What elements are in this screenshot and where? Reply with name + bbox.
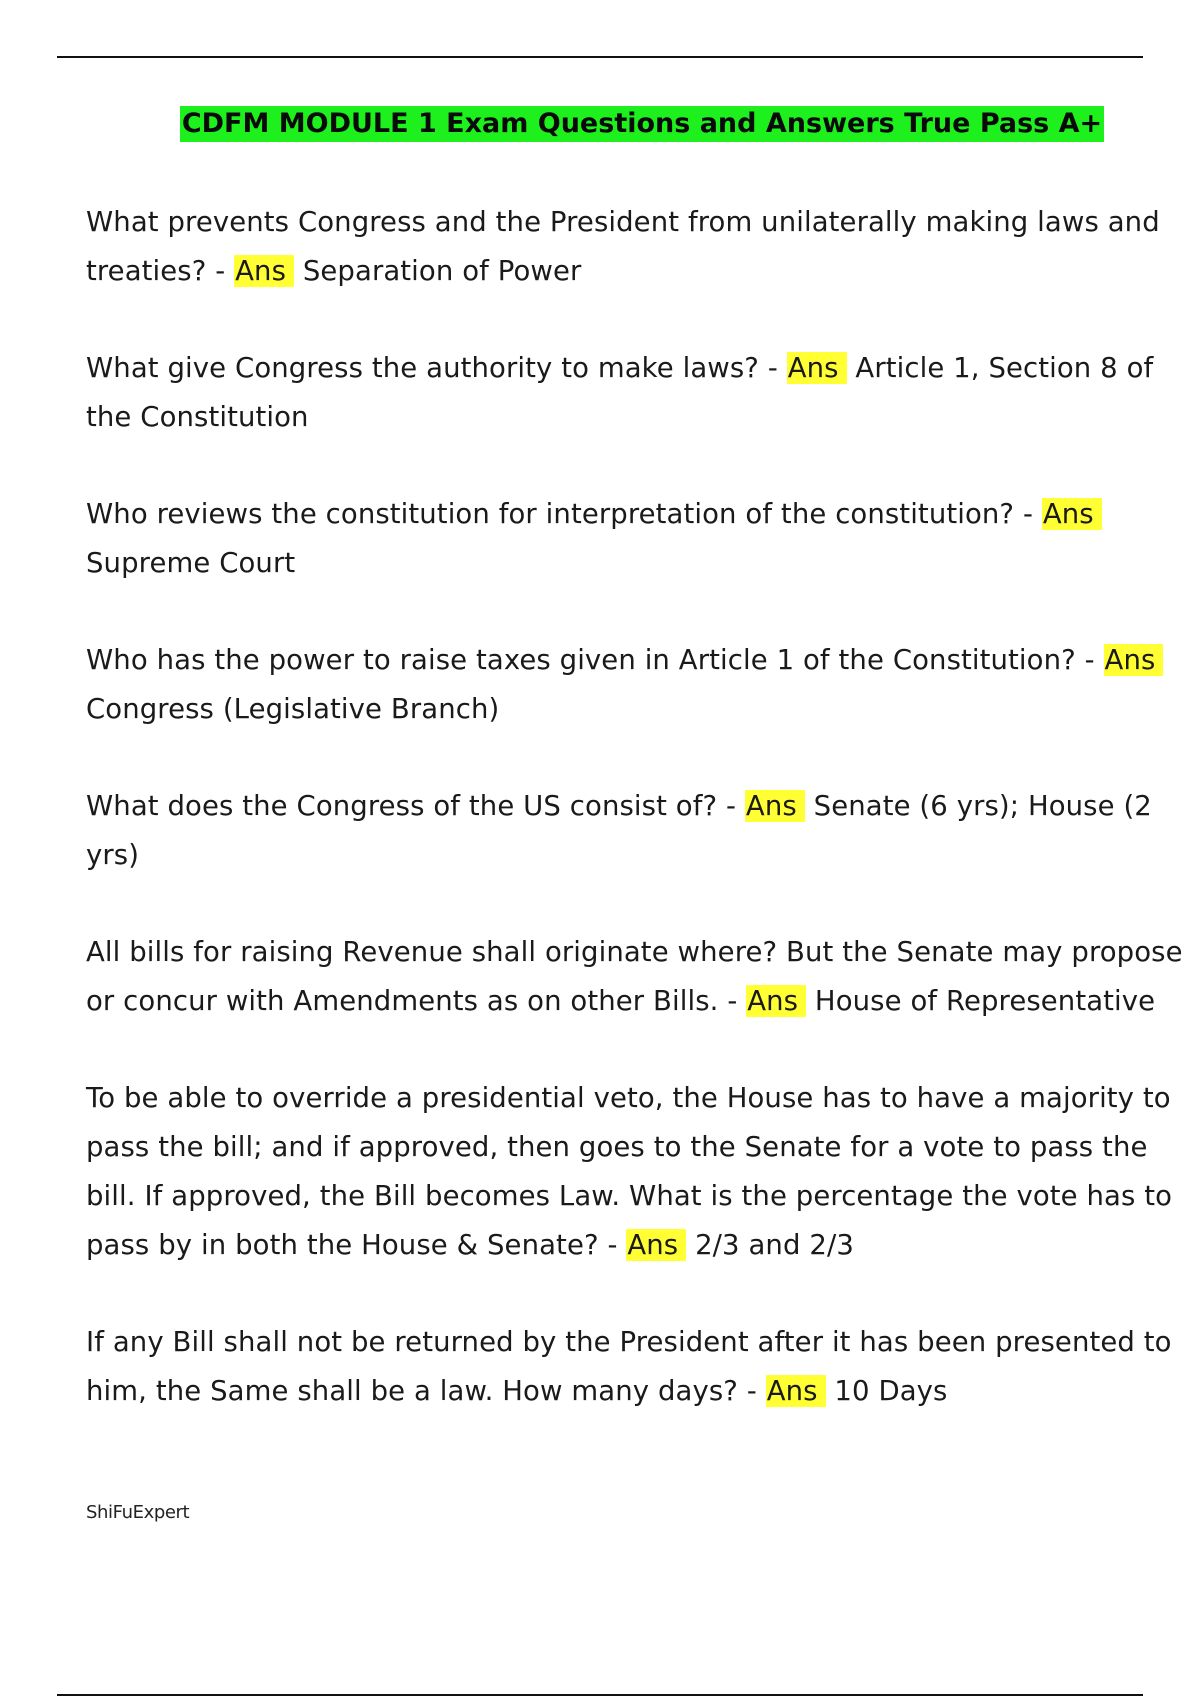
answer-label: Ans — [234, 255, 294, 287]
answer-label: Ans — [766, 1375, 826, 1407]
answer-label: Ans — [787, 352, 847, 384]
question-text: To be able to override a presidential veto, the House has to have a majority to pass the bill; and if approved, then goes to the Senate for a vote to pass the bill. If approved, the Bill becomes Law. What is the percentage the vote has to pass by in both the House & Senate? - — [86, 1082, 1173, 1261]
answer-label: Ans — [746, 985, 806, 1017]
qa-item — [86, 1074, 1186, 1270]
qa-item — [86, 1318, 1186, 1416]
qa-item — [86, 782, 1186, 880]
question-text: What does the Congress of the US consist of? - — [86, 790, 745, 822]
answer-text: Congress (Legislative Branch) — [86, 693, 500, 725]
answer-text: House of Representative — [806, 985, 1156, 1017]
bottom-divider — [57, 1694, 1143, 1696]
qa-list — [86, 198, 1186, 1464]
qa-item — [86, 928, 1186, 1026]
answer-label: Ans — [626, 1229, 686, 1261]
answer-text: 2/3 and 2/3 — [686, 1229, 854, 1261]
qa-item — [86, 198, 1186, 296]
answer-text: Article 1, Section 8 of the Constitution — [86, 352, 1154, 433]
question-text: All bills for raising Revenue shall originate where? But the Senate may propose or concur with Amendments as on other Bills. - — [86, 936, 1183, 1017]
qa-item — [86, 636, 1186, 734]
question-text: Who has the power to raise taxes given in Article 1 of the Constitution? - — [86, 644, 1104, 676]
answer-text: 10 Days — [825, 1375, 948, 1407]
answer-label: Ans — [1042, 498, 1102, 530]
answer-label: Ans — [1104, 644, 1164, 676]
qa-item — [86, 490, 1186, 588]
qa-item — [86, 344, 1186, 442]
question-text: What prevents Congress and the President from unilaterally making laws and treaties? - — [86, 206, 1160, 287]
footer-brand: ShiFuExpert — [86, 1502, 190, 1523]
top-divider — [57, 56, 1143, 58]
answer-text: Separation of Power — [294, 255, 582, 287]
document-title: CDFM MODULE 1 Exam Questions and Answers True Pass A+ — [180, 106, 1104, 142]
question-text: If any Bill shall not be returned by the President after it has been presented to him, the Same shall be a law. How many days? - — [86, 1326, 1172, 1407]
answer-text: Senate (6 yrs); House (2 yrs) — [86, 790, 1152, 871]
question-text: What give Congress the authority to make laws? - — [86, 352, 787, 384]
answer-label: Ans — [745, 790, 805, 822]
title-container — [0, 106, 1200, 142]
answer-text: Supreme Court — [86, 547, 296, 579]
question-text: Who reviews the constitution for interpretation of the constitution? - — [86, 498, 1042, 530]
